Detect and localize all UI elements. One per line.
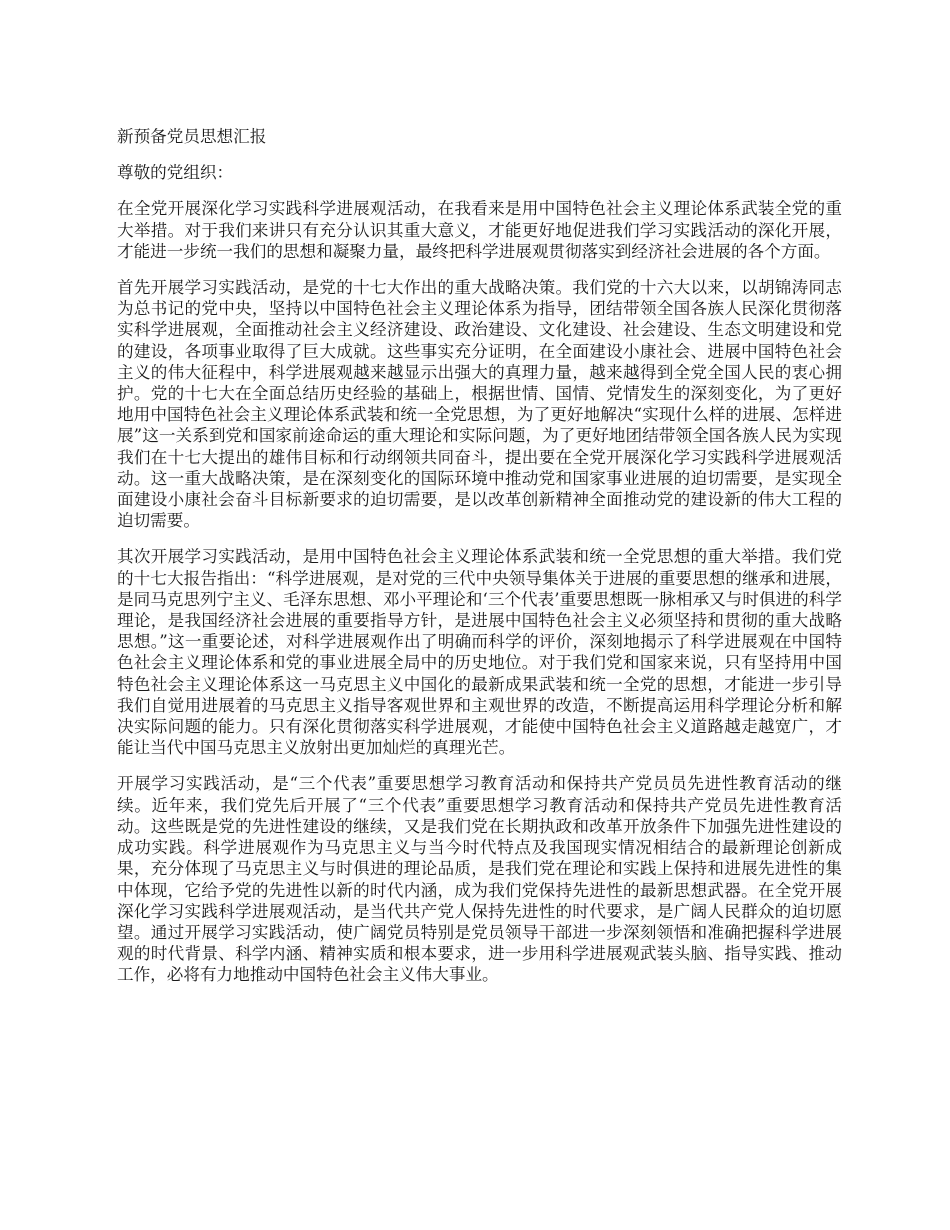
- paragraph-1: 在全党开展深化学习实践科学进展观活动，在我看来是用中国特色社会主义理论体系武装全党的重大举措。对于我们来讲只有充分认识其重大意义，才能更好地促进我们学习实践活动的深化开展，才能进一步统一我们的思想和凝聚力量，最终把科学进展观贯彻落实到经济社会进展的各个方面。: [117, 199, 842, 261]
- paragraph-2: 首先开展学习实践活动，是党的十七大作出的重大战略决策。我们党的十六大以来，以胡锦涛同志为总书记的党中央，坚持以中国特色社会主义理论体系为指导，团结带领全国各族人民深化贯彻落实科学进展观，全面推动社会主义经济建设、政治建设、文化建设、社会建设、生态文明建设和党的建设，各项事业取得了巨大成就。这些事实充分证明，在全面建设小康社会、进展中国特色社会主义的伟大征程中，科学进展观越来越显示出强大的真理力量，越来越得到全党全国人民的衷心拥护。党的十七大在全面总结历史经验的基础上，根据世情、国情、党情发生的深刻变化，为了更好地用中国特色社会主义理论体系武装和统一全党思想，为了更好地解决“实现什么样的进展、怎样进展”这一关系到党和国家前途命运的重大理论和实际问题，为了更好地团结带领全国各族人民为实现我们在十七大提出的雄伟目标和行动纲领共同奋斗，提出要在全党开展深化学习实践科学进展观活动。这一重大战略决策，是在深刻变化的国际环境中推动党和国家事业进展的迫切需要，是实现全面建设小康社会奋斗目标新要求的迫切需要，是以改革创新精神全面推动党的建设新的伟大工程的迫切需要。: [117, 278, 842, 531]
- paragraph-4: 开展学习实践活动，是“三个代表”重要思想学习教育活动和保持共产党员员先进性教育活动的继续。近年来，我们党先后开展了“三个代表”重要思想学习教育活动和保持共产党员先进性教育活动。这些既是党的先进性建设的继续，又是我们党在长期执政和改革开放条件下加强先进性建设的成功实践。科学进展观作为马克思主义与当今时代特点及我国现实情况相结合的最新理论创新成果，充分体现了马克思主义与时俱进的理论品质，是我们党在理论和实践上保持和进展先进性的集中体现，它给予党的先进性以新的时代内涵，成为我们党保持先进性的最新思想武器。在全党开展深化学习实践科学进展观活动，是当代共产党人保持先进性的时代要求，是广阔人民群众的迫切愿望。通过开展学习实践活动，使广阔党员特别是党员领导干部进一步深刻领悟和准确把握科学进展观的时代背景、科学内涵、精神实质和根本要求，进一步用科学进展观武装头脑、指导实践、推动工作，必将有力地推动中国特色社会主义伟大事业。: [117, 774, 842, 985]
- salutation: 尊敬的党组织：: [117, 163, 234, 183]
- document-page: [117, 126, 842, 1001]
- paragraph-3: 其次开展学习实践活动，是用中国特色社会主义理论体系武装和统一全党思想的重大举措。我们党的十七大报告指出：“科学进展观，是对党的三代中央领导集体关于进展的重要思想的继承和进展，是同马克思列宁主义、毛泽东思想、邓小平理论和‘三个代表’重要思想既一脉相承又与时俱进的科学理论，是我国经济社会进展的重要指导方针，是进展中国特色社会主义必须坚持和贯彻的重大战略思想。”这一重要论述，对科学进展观作出了明确而科学的评价，深刻地揭示了科学进展观在中国特色社会主义理论体系和党的事业进展全局中的历史地位。对于我们党和国家来说，只有坚持用中国特色社会主义理论体系这一马克思主义中国化的最新成果武装和统一全党的思想，才能进一步引导我们自觉用进展着的马克思主义指导客观世界和主观世界的改造，不断提高运用科学理论分析和解决实际问题的能力。只有深化贯彻落实科学进展观，才能使中国特色社会主义道路越走越宽广，才能让当代中国马克思主义放射出更加灿烂的真理光芒。: [117, 547, 842, 758]
- document-title: 新预备党员思想汇报: [117, 127, 267, 146]
